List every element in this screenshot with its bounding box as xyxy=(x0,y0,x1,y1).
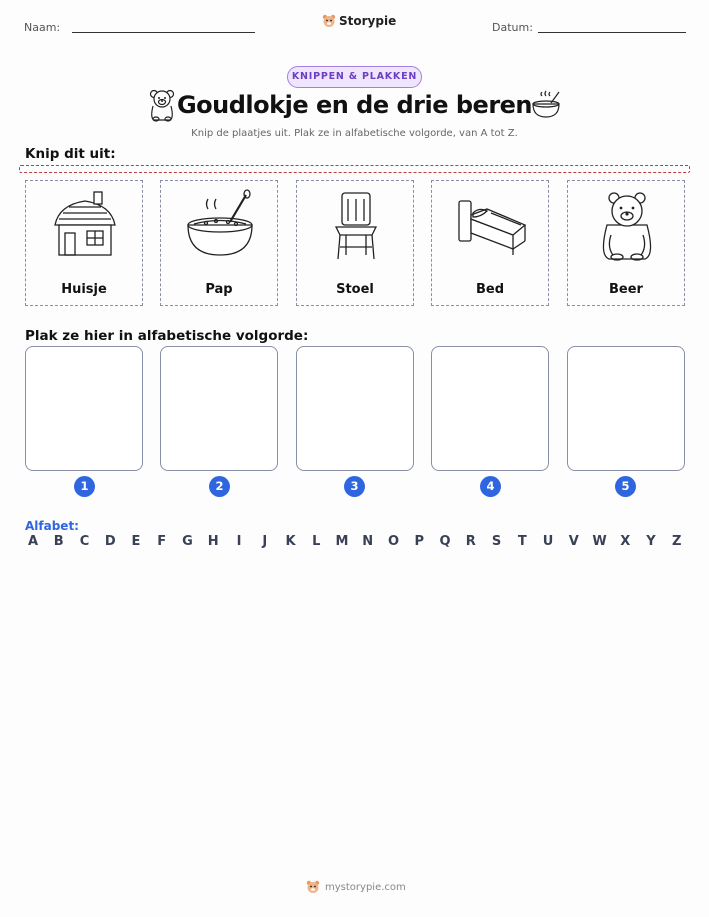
alphabet-letter: H xyxy=(207,534,219,549)
page-footer xyxy=(306,880,406,894)
bear-logo-icon xyxy=(322,14,336,28)
paste-slot-4[interactable] xyxy=(431,346,549,471)
paste-heading: Plak ze hier in alfabetische volgorde: xyxy=(25,328,309,344)
alphabet-letter: N xyxy=(362,534,374,549)
cut-heading: Knip dit uit: xyxy=(25,146,116,162)
paste-slot-3[interactable] xyxy=(296,346,414,471)
slot-number-5: 5 xyxy=(615,476,636,497)
porridge-bowl-icon xyxy=(180,189,260,263)
alphabet-letter: G xyxy=(182,534,193,549)
date-field[interactable] xyxy=(538,32,686,33)
alphabet-letter: P xyxy=(414,534,425,549)
alphabet-letter: C xyxy=(79,534,90,549)
cut-card-stoel[interactable] xyxy=(296,180,414,306)
footer-url[interactable]: mystorypie.com xyxy=(325,881,406,893)
name-label: Naam: xyxy=(24,21,61,34)
alphabet-letter: E xyxy=(131,534,141,549)
brand-name: Storypie xyxy=(339,14,397,28)
alphabet-letter: U xyxy=(542,534,554,549)
alphabet-letter: S xyxy=(491,534,502,549)
cut-card-bed[interactable] xyxy=(431,180,549,306)
date-label: Datum: xyxy=(492,21,533,34)
activity-badge: KNIPPEN & PLAKKEN xyxy=(287,66,422,88)
porridge-title-icon xyxy=(530,88,562,122)
alphabet-letter: M xyxy=(335,534,349,549)
alphabet-letter: V xyxy=(568,534,579,549)
alphabet-letter: Y xyxy=(646,534,656,549)
paste-slot-2[interactable] xyxy=(160,346,278,471)
alphabet-letter: B xyxy=(53,534,64,549)
bear-logo-icon xyxy=(306,880,320,894)
alphabet-letter: D xyxy=(104,534,116,549)
cut-card-beer[interactable] xyxy=(567,180,685,306)
alphabet-letter: T xyxy=(517,534,527,549)
page-title: Goudlokje en de drie beren xyxy=(176,91,533,119)
alphabet-letter: X xyxy=(620,534,631,549)
cut-line xyxy=(19,165,690,173)
bear-icon xyxy=(587,189,667,263)
slot-number-2: 2 xyxy=(209,476,230,497)
page-header xyxy=(0,14,709,40)
paste-slot-1[interactable] xyxy=(25,346,143,471)
slot-number-3: 3 xyxy=(344,476,365,497)
alphabet-letter: L xyxy=(312,534,321,549)
card-word: Stoel xyxy=(336,282,374,297)
card-word: Huisje xyxy=(61,282,107,297)
alphabet-row xyxy=(25,534,685,549)
cut-card-pap[interactable] xyxy=(160,180,278,306)
name-field[interactable] xyxy=(72,32,255,33)
storypie-logo xyxy=(322,14,396,28)
alphabet-letter: F xyxy=(157,534,167,549)
slot-number-4: 4 xyxy=(480,476,501,497)
alphabet-letter: A xyxy=(27,534,39,549)
card-word: Beer xyxy=(609,282,643,297)
cut-card-huisje[interactable] xyxy=(25,180,143,306)
card-word: Bed xyxy=(475,282,505,297)
paste-slot-5[interactable] xyxy=(567,346,685,471)
slot-number-1: 1 xyxy=(74,476,95,497)
alphabet-letter: R xyxy=(465,534,476,549)
instructions: Knip de plaatjes uit. Plak ze in alfabetische volgorde, van A tot Z. xyxy=(191,128,518,139)
alphabet-letter: O xyxy=(387,534,400,549)
bed-icon xyxy=(451,189,531,263)
alphabet-letter: J xyxy=(262,534,268,549)
chair-icon xyxy=(316,189,396,263)
alphabet-letter: W xyxy=(592,534,607,549)
alphabet-letter: I xyxy=(236,534,242,549)
alphabet-letter: K xyxy=(285,534,296,549)
card-word: Pap xyxy=(205,282,233,297)
alphabet-letter: Q xyxy=(439,534,451,549)
alphabet-label: Alfabet: xyxy=(25,519,79,533)
alphabet-letter: Z xyxy=(672,534,682,549)
cottage-icon xyxy=(45,189,125,263)
